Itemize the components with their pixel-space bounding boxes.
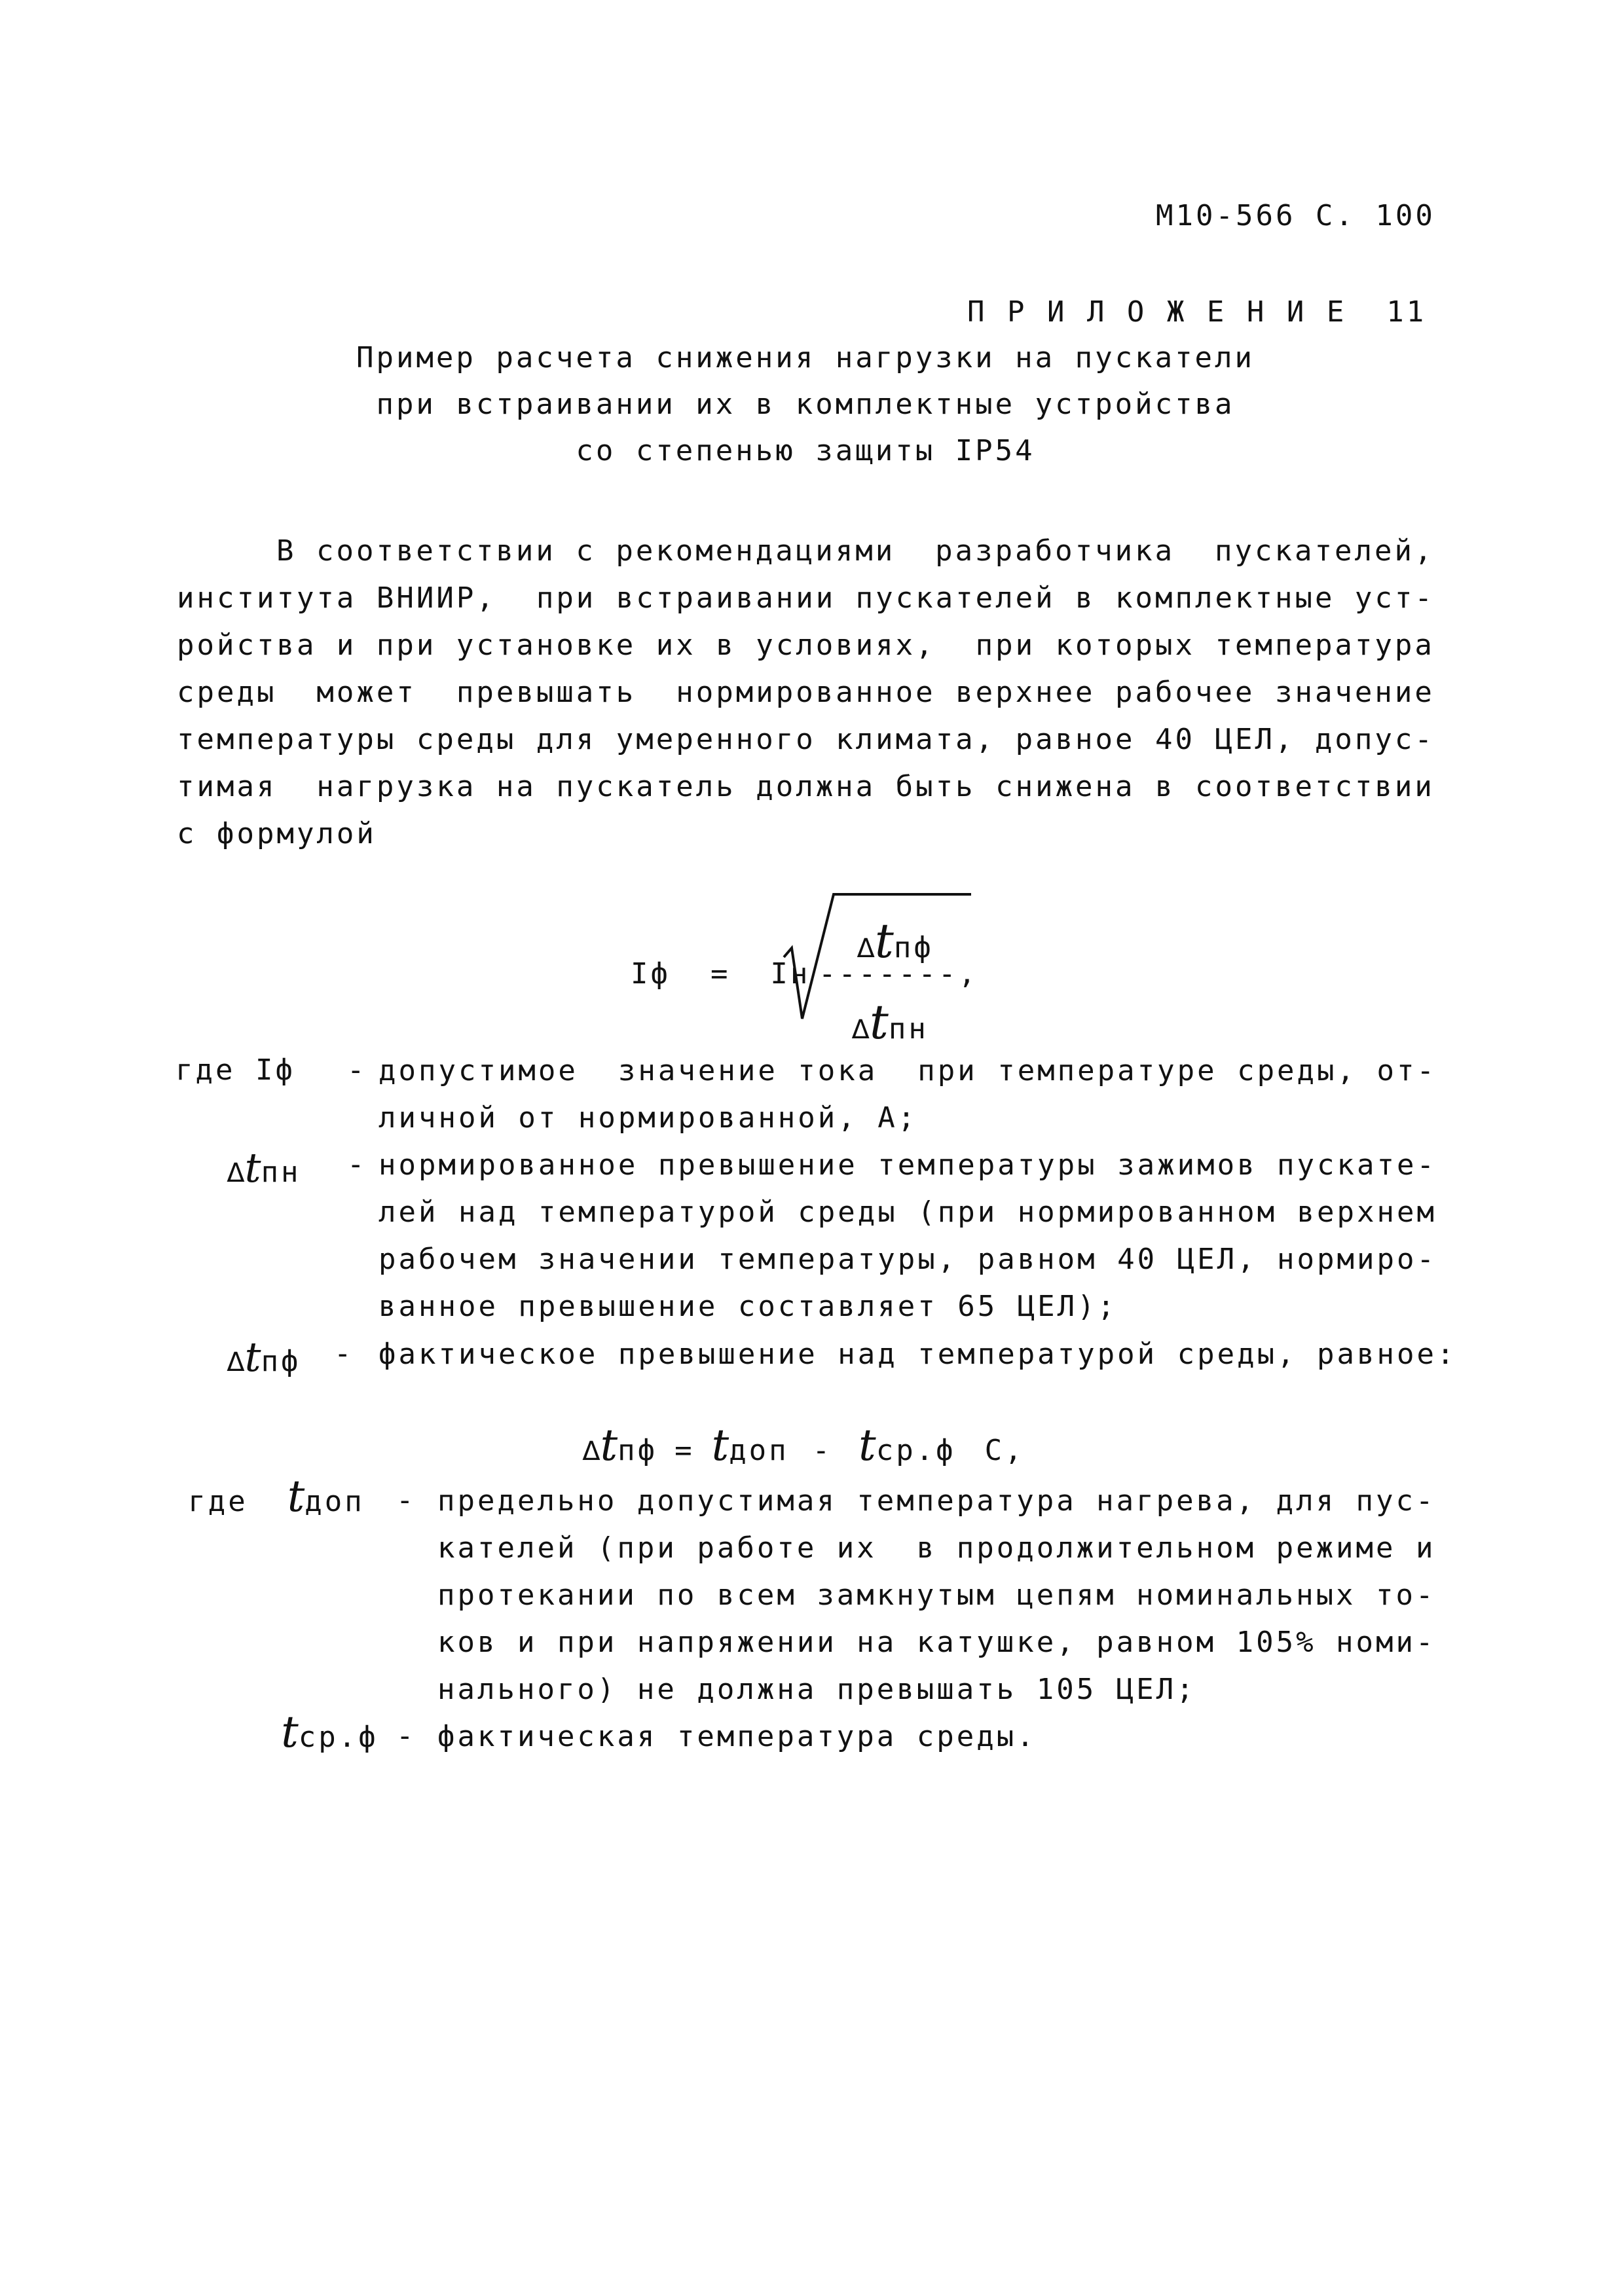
definition-symbol-dtpf <box>214 1321 301 1381</box>
fraction-line: -------, <box>819 957 978 991</box>
t-symbol: t <box>711 1420 729 1470</box>
definition-line: предельно допустимая температура нагрева, для пус- <box>437 1484 1436 1518</box>
formula-lhs: Iф = Iн <box>631 957 811 991</box>
intro-line: с формулой <box>177 817 377 850</box>
t-symbol: t <box>281 1707 299 1757</box>
t-symbol: t <box>244 1144 261 1192</box>
t-symbol: t <box>869 994 889 1049</box>
definition-if-text <box>378 1048 1437 1142</box>
t-symbol: t <box>600 1420 618 1470</box>
definition-prefix-if: где Iф <box>175 1053 295 1087</box>
definition-dash: - <box>334 1337 354 1370</box>
definition-dash: - <box>396 1484 416 1517</box>
formula-actual-excess <box>570 1408 1025 1470</box>
definition-line: кателей (при работе их в продолжительном режиме и <box>437 1531 1436 1565</box>
delta-symbol: Δ <box>227 1158 245 1188</box>
definition-dash: - <box>347 1148 367 1181</box>
denominator-subscript: пн <box>888 1012 929 1046</box>
intro-line: В соответствии с рекомендациями разработчика пускателей, <box>276 534 1435 568</box>
intro-line: института ВНИИР, при встраивании пускателей в комплектные уст- <box>177 581 1435 615</box>
equals-sign: = <box>674 1434 695 1467</box>
t-symbol: t <box>874 913 894 968</box>
intro-line: температуры среды для умеренного климата, равное 40 ЦЕЛ, допус- <box>177 723 1435 756</box>
t-symbol: t <box>287 1471 305 1522</box>
definition-dtpf-text <box>378 1331 1457 1378</box>
page-reference: М10-566 С. 100 <box>1156 199 1435 232</box>
definition-line: лей над температурой среды (при нормированном верхнем <box>378 1195 1437 1229</box>
definition-symbol-tsrf <box>268 1694 378 1757</box>
t-symbol: t <box>858 1420 876 1470</box>
formula2-subscript-pf: пф <box>618 1434 658 1467</box>
definition-line: нормированное превышение температуры зажимов пускате- <box>378 1148 1437 1182</box>
definition-dash: - <box>396 1719 416 1753</box>
formula2-subscript-srf: ср.ф <box>876 1434 956 1467</box>
intro-line: среды может превышать нормированное верхнее рабочее значение <box>177 676 1435 709</box>
definition-symbol-dtpn <box>214 1131 301 1192</box>
definition-line: допустимое значение тока при температуре среды, от- <box>378 1054 1437 1087</box>
definition-symbol-tdop <box>175 1459 365 1522</box>
intro-line: ройства и при установке их в условиях, при которых температура <box>177 629 1435 662</box>
appendix-title-line-2: при встраивании их в комплектные устройства <box>376 388 1235 421</box>
definition-line: рабочем значении температуры, равном 40 ЦЕЛ, нормиро- <box>378 1243 1437 1276</box>
definition-tdop-text <box>437 1478 1436 1713</box>
definition-line: ванное превышение составляет 65 ЦЕЛ); <box>378 1290 1118 1323</box>
intro-paragraph <box>177 528 1435 858</box>
definition-tsrf-text <box>437 1713 1429 1760</box>
delta-symbol: Δ <box>582 1436 600 1467</box>
t-symbol: t <box>244 1333 261 1381</box>
delta-symbol: Δ <box>227 1347 245 1377</box>
definition-line: нального) не должна превышать 105 ЦЕЛ; <box>437 1673 1196 1706</box>
delta-symbol: Δ <box>857 934 875 964</box>
definition-line: фактическое превышение над температурой среды, равное: <box>378 1338 1457 1371</box>
definition-line: ков и при напряжении на катушке, равном 105% номи- <box>437 1626 1436 1659</box>
definition-subscript: пф <box>261 1345 301 1378</box>
definition-subscript: ср.ф <box>298 1721 378 1754</box>
definition-dtpn-text <box>378 1142 1437 1330</box>
definition-subscript: пн <box>261 1156 301 1189</box>
appendix-title-line-1: Пример расчета снижения нагрузки на пускатели <box>356 341 1255 374</box>
numerator-subscript: пф <box>893 931 934 964</box>
appendix-label: П Р И Л О Ж Е Н И Е 11 <box>967 295 1427 329</box>
appendix-title-line-3: со степенью защиты IP54 <box>576 434 1035 467</box>
definition-line: личной от нормированной, А; <box>378 1101 918 1135</box>
definition-line: протекании по всем замкнутым цепям номинальных то- <box>437 1578 1436 1612</box>
minus-sign: - <box>812 1434 833 1467</box>
definition-subscript: доп <box>304 1485 365 1518</box>
definition-line: фактическая температура среды. <box>437 1720 1037 1753</box>
delta-symbol: Δ <box>851 1015 870 1045</box>
formula2-unit: С, <box>984 1434 1025 1467</box>
formula2-subscript-dop: доп <box>729 1434 789 1467</box>
intro-line: тимая нагрузка на пускатель должна быть снижена в соответствии <box>177 770 1435 803</box>
definition-prefix-gde: где <box>188 1485 248 1518</box>
definition-dash: - <box>347 1053 367 1087</box>
